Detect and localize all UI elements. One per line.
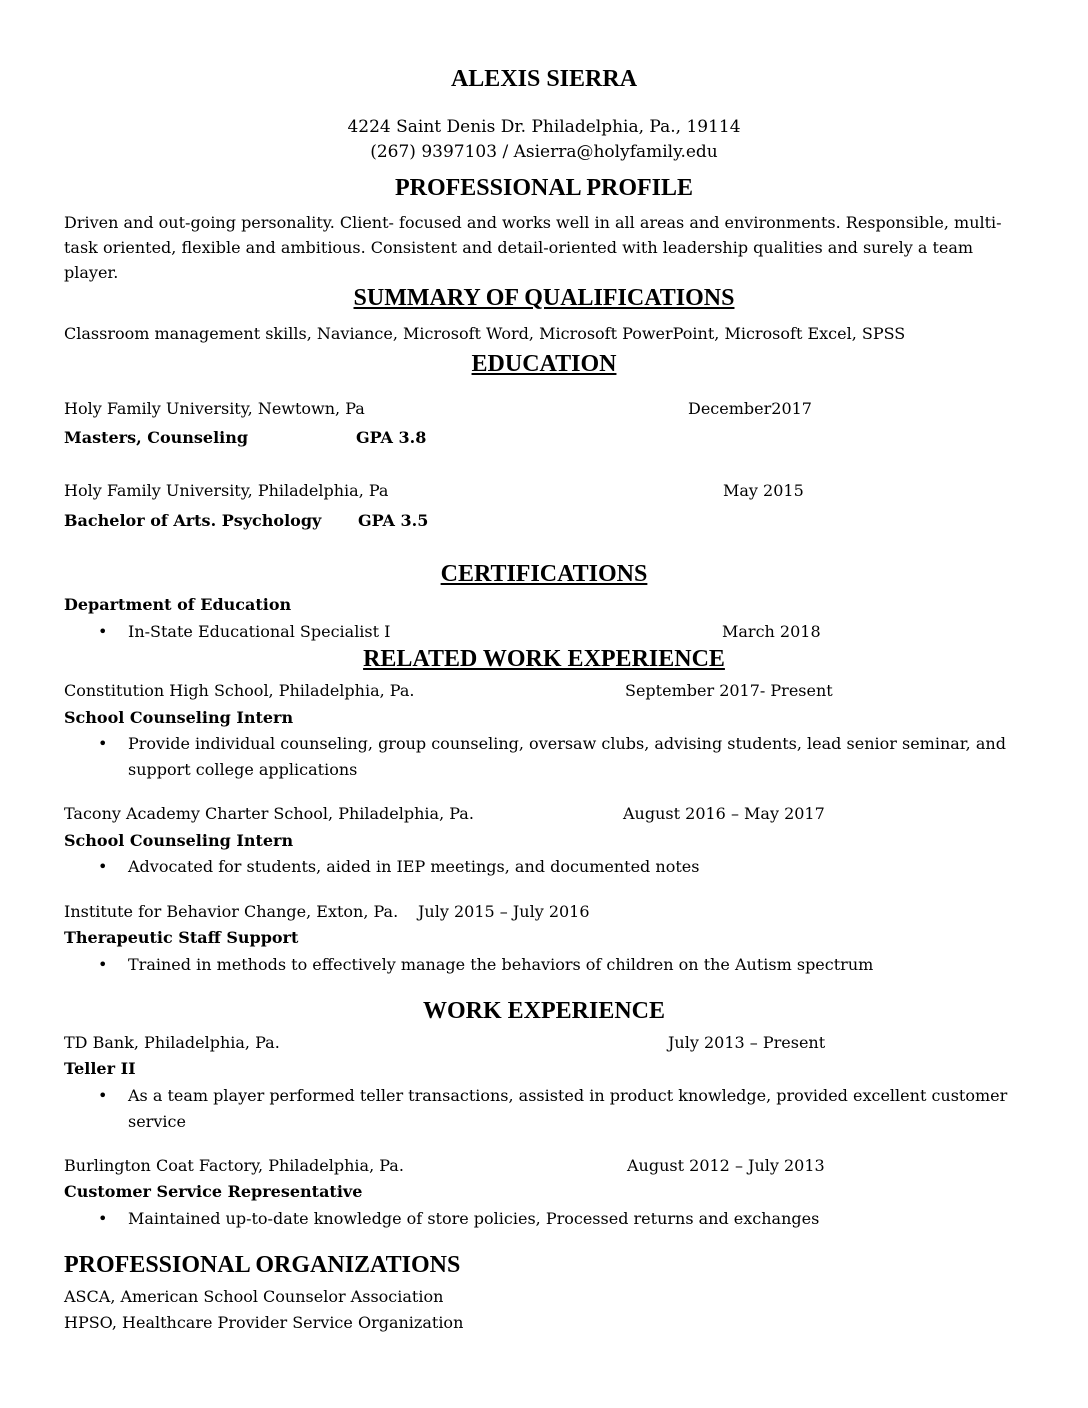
- bullet-icon: •: [98, 1209, 108, 1228]
- education-date: December2017: [688, 399, 812, 418]
- bullet-icon: •: [98, 734, 108, 753]
- job-title: School Counseling Intern: [64, 831, 294, 850]
- bullet-icon: •: [98, 1086, 108, 1105]
- job-date: July 2015 – July 2016: [418, 902, 590, 921]
- job-bullet: Maintained up-to-date knowledge of store policies, Processed returns and exchanges: [128, 1209, 820, 1228]
- education-heading: EDUCATION: [471, 351, 617, 377]
- job-title: Customer Service Representative: [64, 1182, 363, 1201]
- job-bullet: As a team player performed teller transactions, assisted in product knowledge, provided excellent customer service: [128, 1086, 1008, 1131]
- job-bullet: Provide individual counseling, group counseling, oversaw clubs, advising students, lead senior seminar, and support college applications: [128, 734, 1006, 779]
- job-date: August 2016 – May 2017: [623, 804, 825, 823]
- job-place: Burlington Coat Factory, Philadelphia, Pa.: [64, 1156, 404, 1175]
- qualifications-heading: SUMMARY OF QUALIFICATIONS: [353, 285, 735, 311]
- job-bullet: Advocated for students, aided in IEP meetings, and documented notes: [128, 857, 700, 876]
- certification-org: Department of Education: [64, 595, 292, 614]
- work-heading: WORK EXPERIENCE: [422, 998, 666, 1024]
- profile-text: Driven and out-going personality. Client- focused and works well in all areas and environments. Responsible, multi-task oriented, flexible and ambitious. Consistent and detail-oriented with leadership qualities and surely a team player.: [64, 213, 1002, 282]
- contact-info: (267) 9397103 / Asierra@holyfamily.edu: [370, 142, 718, 162]
- certification-date: March 2018: [722, 622, 821, 641]
- organization-item: ASCA, American School Counselor Association: [64, 1287, 444, 1306]
- organizations-heading: PROFESSIONAL ORGANIZATIONS: [64, 1252, 461, 1278]
- job-date: September 2017- Present: [625, 681, 833, 700]
- address: 4224 Saint Denis Dr. Philadelphia, Pa., 19114: [347, 117, 741, 137]
- education-school: Holy Family University, Newtown, Pa: [64, 399, 365, 418]
- profile-heading: PROFESSIONAL PROFILE: [394, 175, 694, 201]
- education-degree: Masters, Counseling: [64, 428, 249, 447]
- job-place: Tacony Academy Charter School, Philadelphia, Pa.: [64, 804, 474, 823]
- job-place: Constitution High School, Philadelphia, Pa.: [64, 681, 415, 700]
- job-title: Teller II: [64, 1059, 136, 1078]
- job-title: School Counseling Intern: [64, 708, 294, 727]
- resume-name: ALEXIS SIERRA: [450, 66, 638, 92]
- certifications-heading: CERTIFICATIONS: [440, 561, 648, 587]
- job-place: TD Bank, Philadelphia, Pa.: [64, 1033, 280, 1052]
- related-work-heading: RELATED WORK EXPERIENCE: [363, 646, 725, 672]
- bullet-icon: •: [98, 622, 108, 641]
- education-degree: Bachelor of Arts. Psychology: [64, 511, 322, 530]
- education-school: Holy Family University, Philadelphia, Pa: [64, 481, 389, 500]
- qualifications-text: Classroom management skills, Naviance, Microsoft Word, Microsoft PowerPoint, Microsoft Excel, SPSS: [64, 324, 906, 343]
- job-title: Therapeutic Staff Support: [64, 928, 299, 947]
- bullet-icon: •: [98, 955, 108, 974]
- certification-item: In-State Educational Specialist I: [128, 622, 391, 641]
- job-place: Institute for Behavior Change, Exton, Pa.: [64, 902, 399, 921]
- organization-item: HPSO, Healthcare Provider Service Organization: [64, 1313, 464, 1332]
- education-gpa: GPA 3.8: [356, 428, 427, 447]
- job-date: July 2013 – Present: [668, 1033, 826, 1052]
- bullet-icon: •: [98, 857, 108, 876]
- job-bullet: Trained in methods to effectively manage the behaviors of children on the Autism spectrum: [128, 955, 874, 974]
- education-gpa: GPA 3.5: [358, 511, 429, 530]
- job-date: August 2012 – July 2013: [627, 1156, 825, 1175]
- education-date: May 2015: [723, 481, 804, 500]
